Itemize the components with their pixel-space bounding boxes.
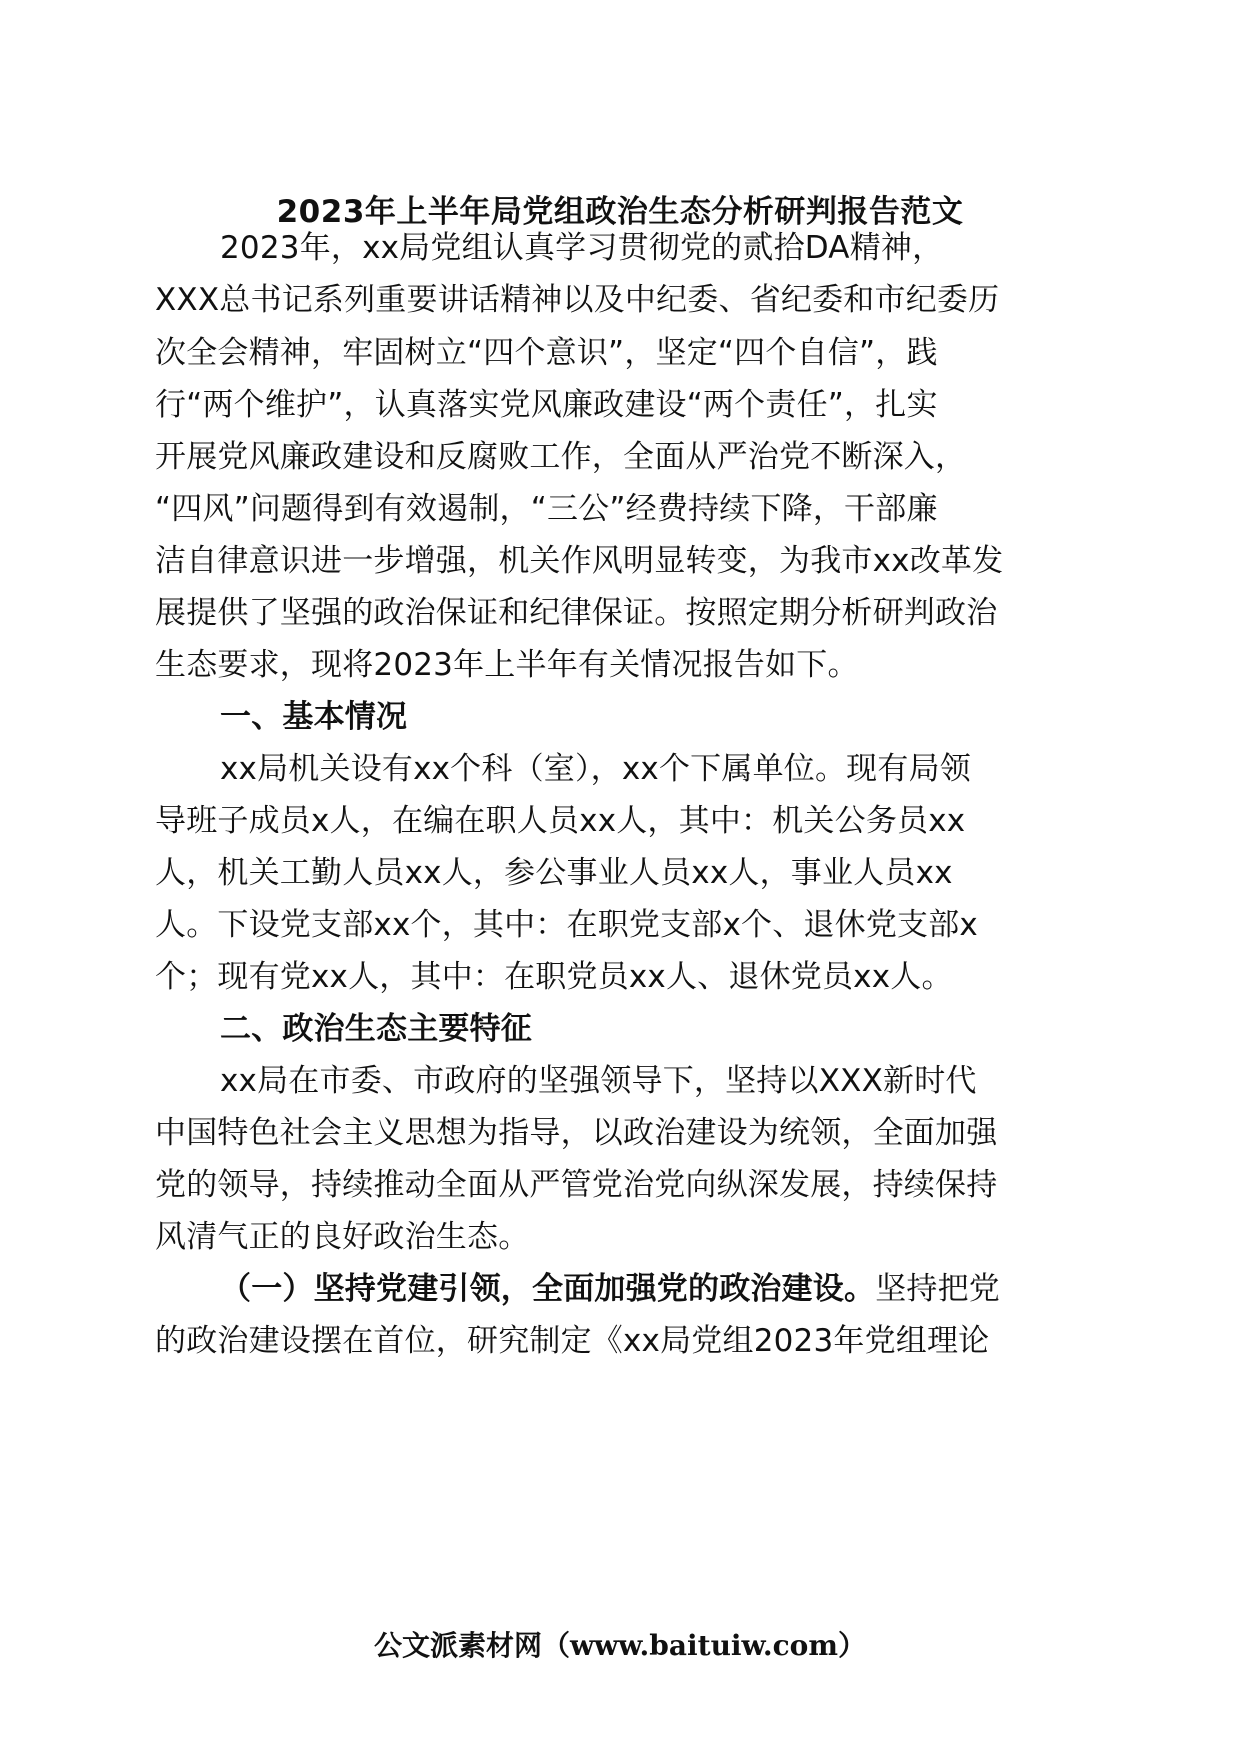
paragraph-line: 导班子成员x人，在编在职人员xx人，其中：机关公务员xx bbox=[155, 803, 966, 839]
paragraph-line: 的政治建设摆在首位，研究制定《xx局党组2023年党组理论 bbox=[155, 1323, 990, 1359]
paragraph-line: 党的领导，持续推动全面从严管党治党向纵深发展，持续保持 bbox=[155, 1167, 998, 1203]
footer-watermark: 公文派素材网（www.baituiw.com） bbox=[374, 1629, 866, 1662]
paragraph-line: “四风”问题得到有效遏制，“三公”经费持续下降，干部廉 bbox=[155, 491, 938, 527]
paragraph-line: 中国特色社会主义思想为指导，以政治建设为统领，全面加强 bbox=[155, 1115, 998, 1151]
paragraph-line: 洁自律意识进一步增强，机关作风明显转变，为我市xx改革发 bbox=[155, 543, 1004, 579]
paragraph-line: 次全会精神，牢固树立“四个意识”，坚定“四个自信”，践 bbox=[155, 335, 938, 371]
paragraph-line: 生态要求，现将2023年上半年有关情况报告如下。 bbox=[155, 647, 859, 683]
paragraph-line: xx局在市委、市政府的坚强领导下，坚持以XXX新时代 bbox=[220, 1063, 977, 1099]
paragraph-line: 风清气正的良好政治生态。 bbox=[155, 1219, 530, 1255]
paragraph-text: 坚持把党 bbox=[875, 1271, 1001, 1307]
paragraph-line: 人。下设党支部xx个，其中：在职党支部x个、退休党支部x bbox=[155, 907, 978, 943]
paragraph-line: 展提供了坚强的政治保证和纪律保证。按照定期分析研判政治 bbox=[155, 595, 998, 631]
paragraph-line: 个；现有党xx人，其中：在职党员xx人、退休党员xx人。 bbox=[155, 959, 953, 995]
section-heading: 二、政治生态主要特征 bbox=[220, 1011, 532, 1047]
subsection-heading: （一）坚持党建引领，全面加强党的政治建设。 bbox=[220, 1271, 876, 1307]
paragraph-line: xx局机关设有xx个科（室），xx个下属单位。现有局领 bbox=[220, 751, 971, 787]
paragraph-line: XXX总书记系列重要讲话精神以及中纪委、省纪委和市纪委历 bbox=[155, 282, 1000, 318]
paragraph-line: 2023年，xx局党组认真学习贯彻党的贰拾DA精神， bbox=[220, 230, 944, 266]
document-title: 2023年上半年局党组政治生态分析研判报告范文 bbox=[276, 194, 964, 230]
paragraph-line: 人，机关工勤人员xx人，参公事业人员xx人，事业人员xx bbox=[155, 855, 953, 891]
section-heading: 一、基本情况 bbox=[220, 699, 408, 735]
paragraph-line bbox=[220, 1269, 1000, 1309]
paragraph-line: 开展党风廉政建设和反腐败工作，全面从严治党不断深入， bbox=[155, 439, 967, 475]
paragraph-line: 行“两个维护”，认真落实党风廉政建设“两个责任”，扎实 bbox=[155, 387, 938, 423]
